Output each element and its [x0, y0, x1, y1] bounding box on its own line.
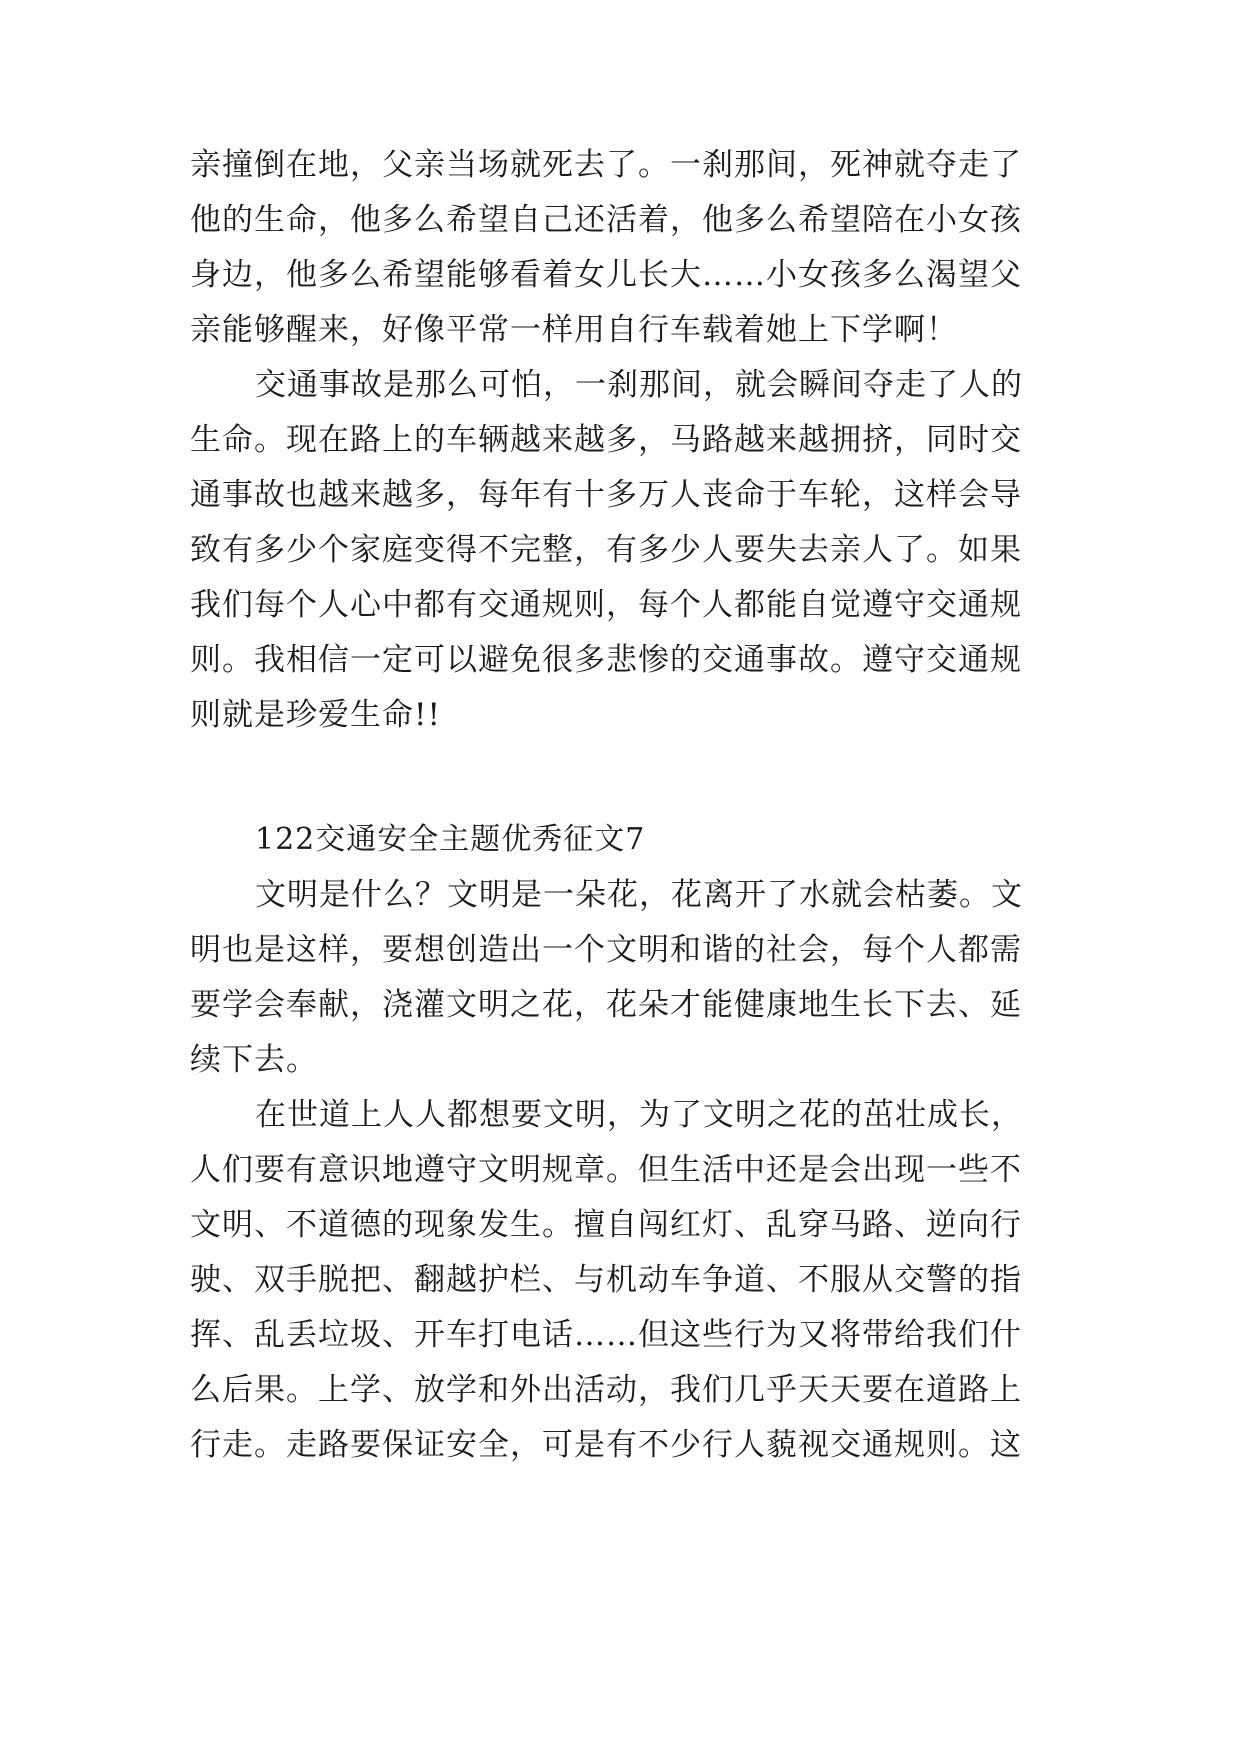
paragraph-line: 身边，他多么希望能够看着女儿长大……小女孩多么渴望父 — [190, 257, 1022, 293]
paragraph-line: 续下去。 — [190, 1042, 318, 1078]
paragraph-line: 亲撞倒在地，父亲当场就死去了。一刹那间，死神就夺走了 — [190, 147, 1022, 183]
paragraph-line: 我们每个人心中都有交通规则，每个人都能自觉遵守交通规 — [190, 587, 1022, 623]
section-heading: 122交通安全主题优秀征文7 — [255, 822, 646, 857]
paragraph-line: 文明、不道德的现象发生。擅自闯红灯、乱穿马路、逆向行 — [190, 1207, 1022, 1243]
paragraph-line: 交通事故是那么可怕，一刹那间，就会瞬间夺走了人的 — [255, 367, 1023, 403]
paragraph-line: 则就是珍爱生命!! — [190, 697, 441, 733]
paragraph-line: 通事故也越来越多，每年有十多万人丧命于车轮，这样会导 — [190, 477, 1022, 513]
paragraph-line: 么后果。上学、放学和外出活动，我们几乎天天要在道路上 — [190, 1372, 1022, 1408]
paragraph-line: 明也是这样，要想创造出一个文明和谐的社会，每个人都需 — [190, 932, 1022, 968]
paragraph-line: 在世道上人人都想要文明，为了文明之花的茁壮成长， — [255, 1097, 1023, 1133]
paragraph-line: 要学会奉献，浇灌文明之花，花朵才能健康地生长下去、延 — [190, 987, 1022, 1023]
paragraph-line: 生命。现在路上的车辆越来越多，马路越来越拥挤，同时交 — [190, 422, 1022, 458]
paragraph-line: 文明是什么？文明是一朵花，花离开了水就会枯萎。文 — [255, 877, 1023, 913]
paragraph-line: 挥、乱丢垃圾、开车打电话……但这些行为又将带给我们什 — [190, 1317, 1022, 1353]
paragraph-line: 驶、双手脱把、翻越护栏、与机动车争道、不服从交警的指 — [190, 1262, 1022, 1298]
paragraph-line: 则。我相信一定可以避免很多悲惨的交通事故。遵守交通规 — [190, 642, 1022, 678]
paragraph-line: 致有多少个家庭变得不完整，有多少人要失去亲人了。如果 — [190, 532, 1022, 568]
paragraph-line: 行走。走路要保证安全，可是有不少行人藐视交通规则。这 — [190, 1427, 1022, 1463]
paragraph-line: 他的生命，他多么希望自己还活着，他多么希望陪在小女孩 — [190, 202, 1022, 238]
paragraph-line: 人们要有意识地遵守文明规章。但生活中还是会出现一些不 — [190, 1152, 1022, 1188]
paragraph-line: 亲能够醒来，好像平常一样用自行车载着她上下学啊！ — [190, 312, 958, 348]
